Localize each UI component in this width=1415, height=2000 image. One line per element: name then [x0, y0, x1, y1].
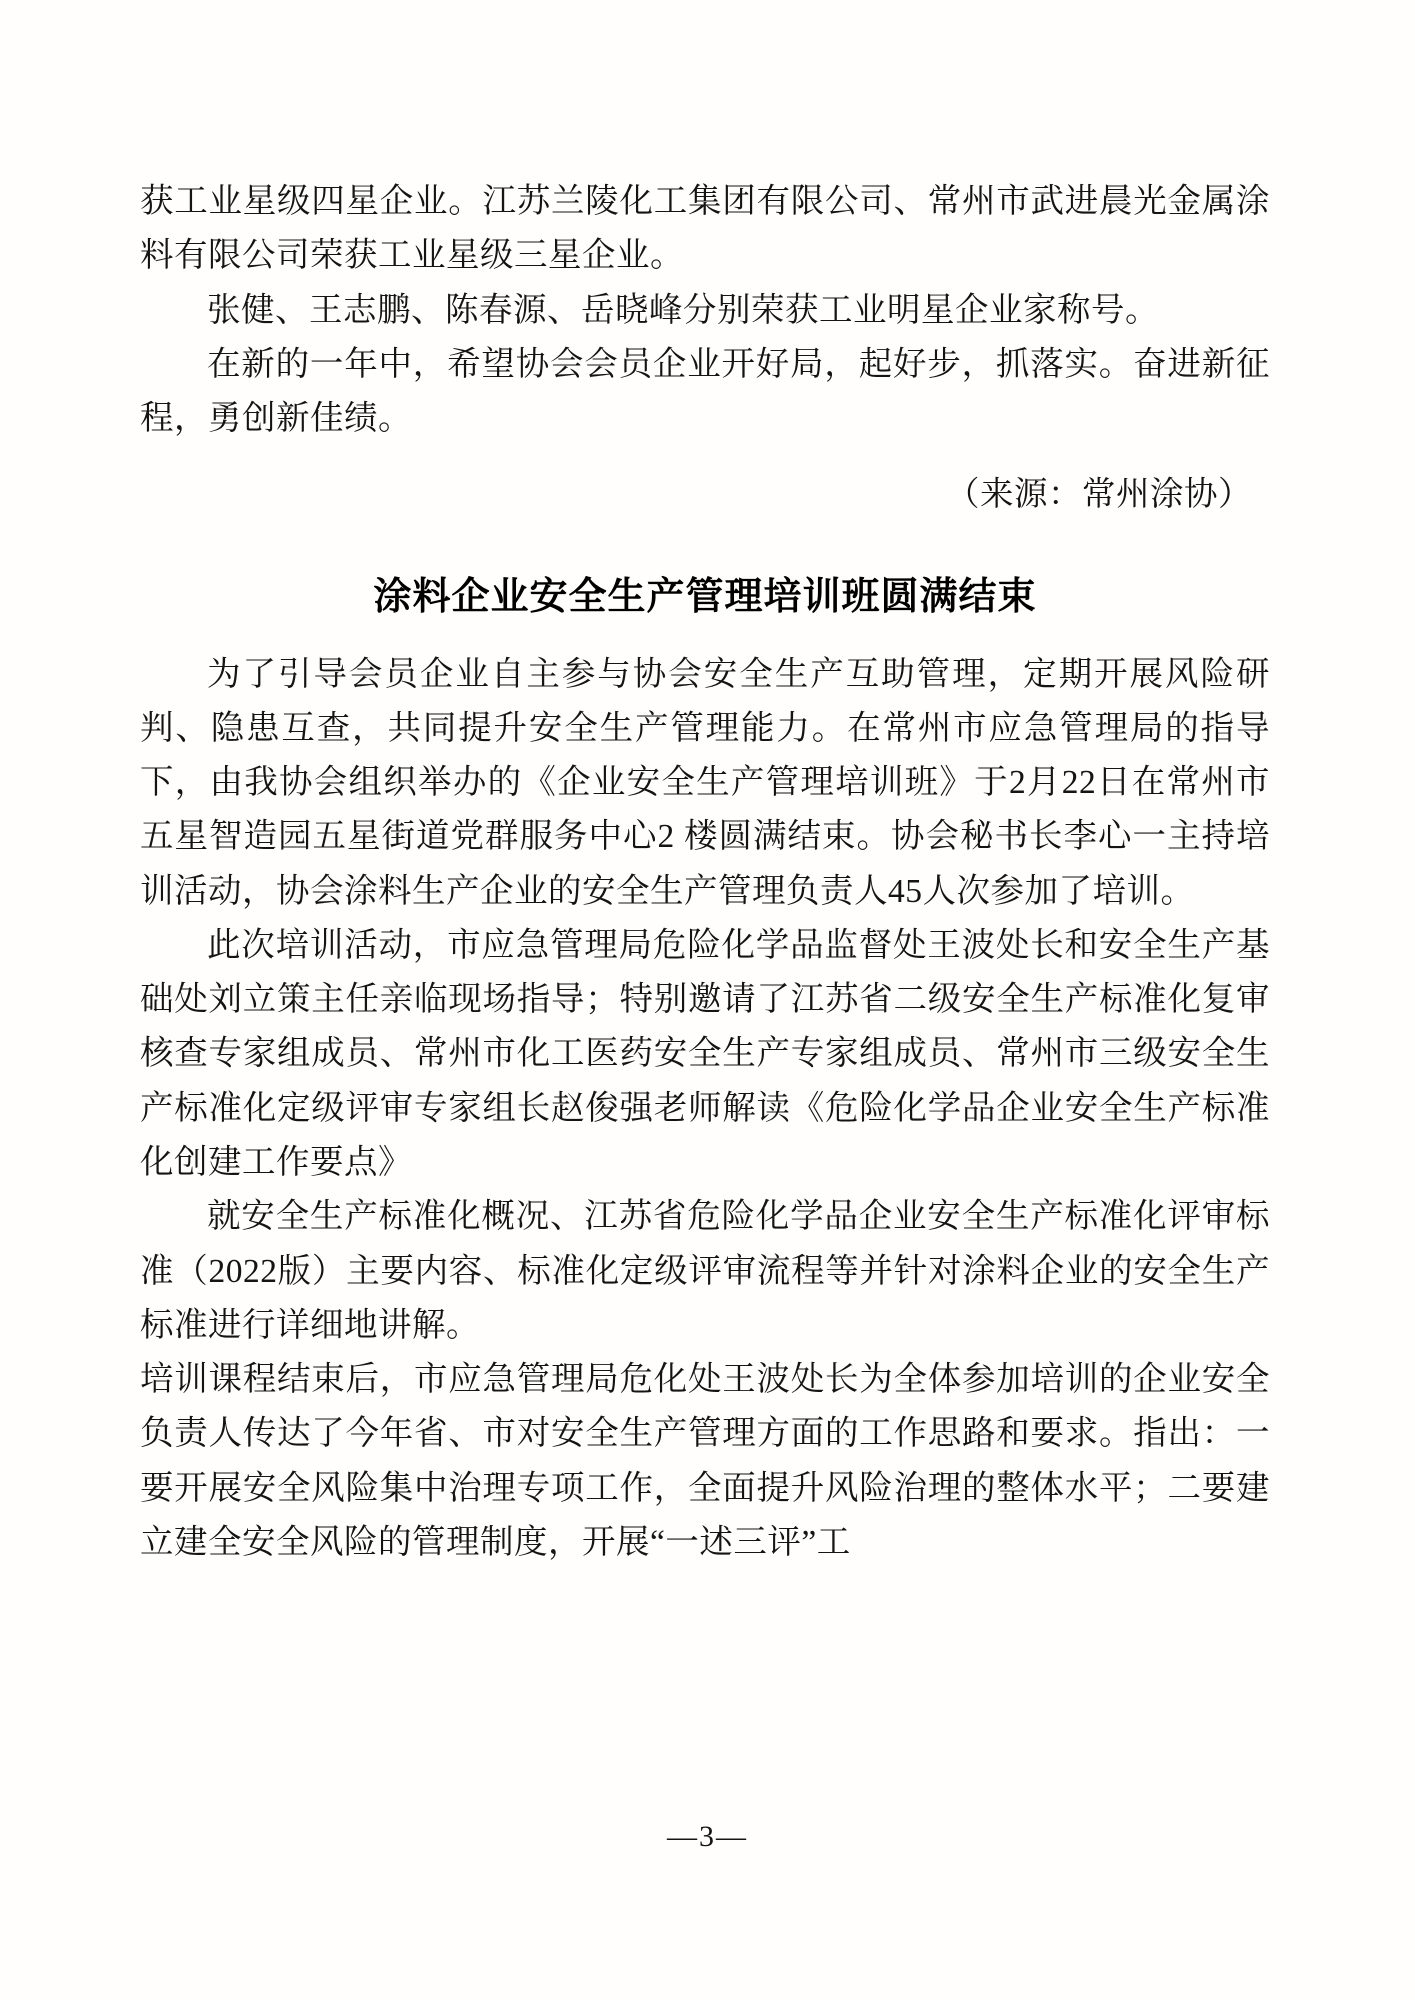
page-content [140, 175, 1270, 1570]
paragraph-continued: 获工业星级四星企业。江苏兰陵化工集团有限公司、常州市武进晨光金属涂料有限公司荣获工业星级三星企业。 [140, 183, 1270, 275]
paragraph-awards: 张健、王志鹏、陈春源、岳晓峰分别荣获工业明星企业家称号。 [207, 291, 1159, 329]
paragraph-newyear: 在新的一年中，希望协会会员企业开好局，起好步，抓落实。奋进新征程，勇创新佳绩。 [140, 345, 1270, 438]
article-paragraph-continuation: 培训课程结束后，市应急管理局危化处王波处长为全体参加培训的企业安全负责人传达了今年省、市对安全生产管理方面的工作思路和要求。指出：一要开展安全风险集中治理专项工作，全面提升风险治理的整体水平；二要建立建全安全风险的管理制度，开展“一述三评”工 [140, 1361, 1270, 1561]
article-paragraph-2: 此次培训活动，市应急管理局危险化学品监督处王波处长和安全生产基础处刘立策主任亲临现场指导；特别邀请了江苏省二级安全生产标准化复审核查专家组成员、常州市化工医药安全生产专家组成员、常州市三级安全生产标准化定级评审专家组长赵俊强老师解读《危险化学品企业安全生产标准化创建工作要点》 [140, 926, 1270, 1181]
page-number: —3— [667, 1820, 748, 1853]
article-paragraph-1: 为了引导会员企业自主参与协会安全生产互助管理，定期开展风险研判、隐患互查，共同提升安全生产管理能力。在常州市应急管理局的指导下，由我协会组织举办的《企业安全生产管理培训班》于2月22日在常州市五星智造园五星街道党群服务中心2 楼圆满结束。协会秘书长李心一主持培训活动，协会涂料生产企业的安全生产管理负责人45人次参加了培训。 [140, 655, 1270, 910]
article-title: 涂料企业安全生产管理培训班圆满结束 [373, 575, 1037, 618]
article-paragraph-3: 就安全生产标准化概况、江苏省危险化学品企业安全生产标准化评审标准（2022版）主要内容、标准化定级评审流程等并针对涂料企业的安全生产标准进行详细地讲解。 [140, 1198, 1270, 1344]
top-section [140, 175, 1270, 523]
article-body [140, 648, 1270, 1571]
source-attribution: （来源：常州涂协） [946, 476, 1252, 514]
